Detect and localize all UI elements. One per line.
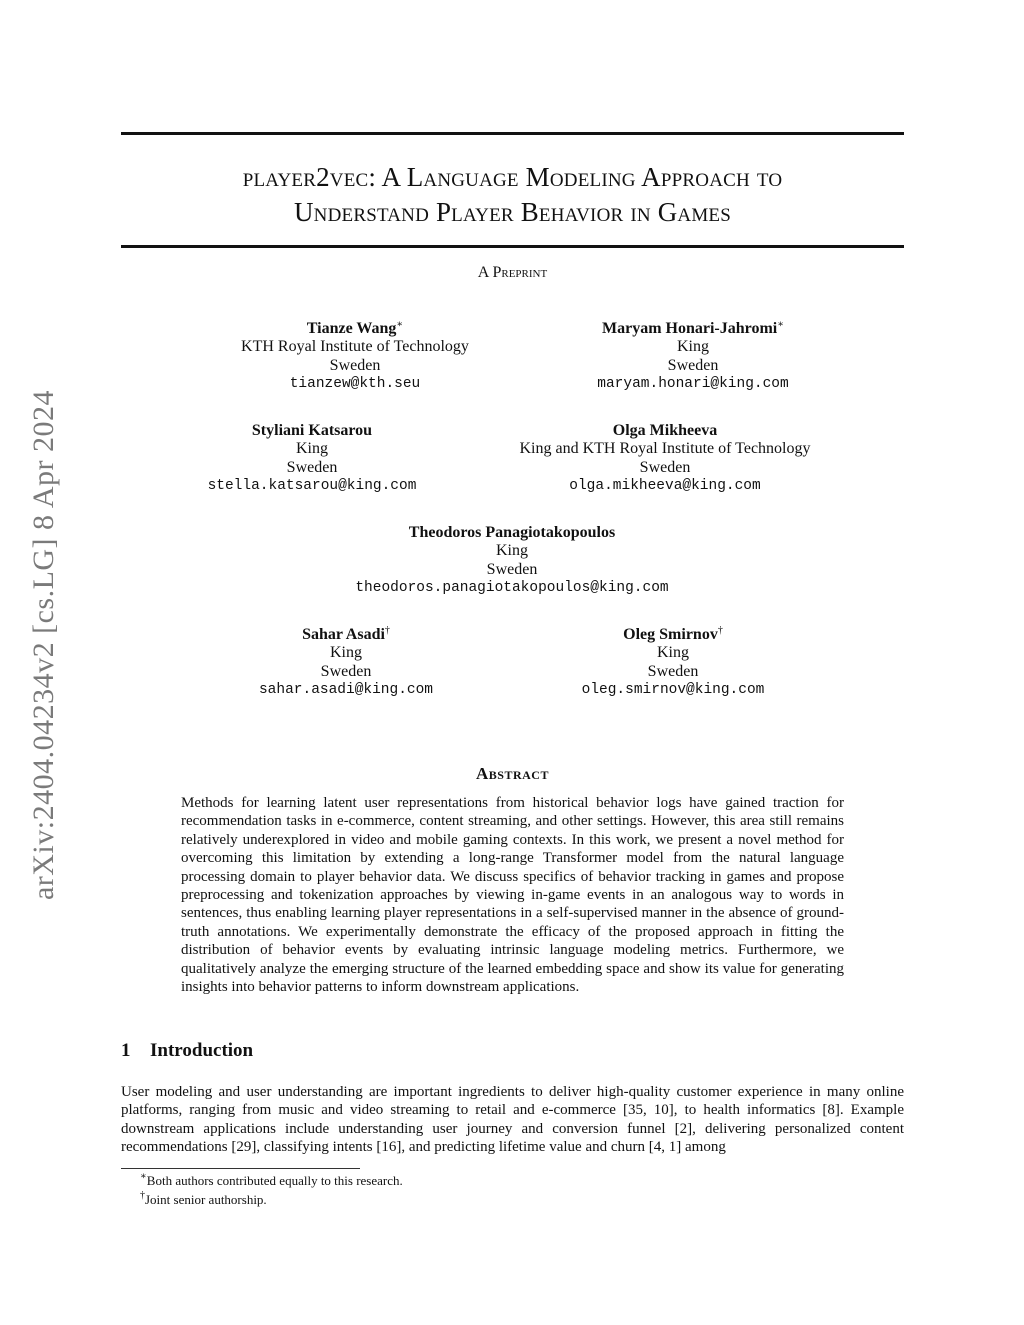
footnote	[140, 1173, 403, 1189]
paper-title	[121, 160, 904, 230]
author-affiliation: King and KTH Royal Institute of Technology	[519, 440, 811, 458]
footnote-rule	[121, 1168, 360, 1169]
abstract-text: Methods for learning latent user representations from historical behavior logs have gained traction for recommendation tasks in e-commerce, content streaming, and other settings. However, this area still remains relatively underexplored in video and mobile gaming contexts. In this work, we present a novel method for overcoming this limitation by extending a long-range Transformer model from the natural language processing domain to player behavior data. We discuss specifics of behavior tracking in games and propose preprocessing and tokenization approaches by viewing in-game events in an analogous way to words in sentences, thus enabling learning player representations in a self-supervised manner in the absence of ground-truth annotations. We experimentally demonstrate the efficacy of the proposed approach in fitting the distribution of behavior events by evaluating intrinsic language modeling metrics. Furthermore, we qualitatively analyze the emerging structure of the learned embedding space and show its value for generating insights into behavior patterns to inform downstream applications.	[181, 795, 844, 996]
footnote-mark: †	[140, 1190, 145, 1201]
author-country: Sweden	[639, 458, 691, 476]
author-mark: †	[384, 625, 390, 636]
author-country: Sweden	[647, 662, 699, 680]
author-mark: ∗	[396, 319, 404, 330]
author-email[interactable]: sahar.asadi@king.com	[258, 681, 434, 698]
author-block	[312, 524, 712, 597]
author-affiliation: King	[657, 644, 689, 662]
preprint-label: A Preprint	[477, 264, 548, 281]
author-email[interactable]: theodoros.panagiotakopoulos@king.com	[355, 579, 669, 596]
author-name: Theodoros Panagiotakopoulos	[408, 524, 616, 541]
title-line-1: player2vec: A Language Modeling Approach to	[242, 162, 783, 192]
author-name: Tianze Wang	[306, 320, 397, 337]
title-bottom-rule	[121, 245, 904, 248]
author-block	[480, 422, 850, 495]
section-title: Introduction	[150, 1040, 254, 1061]
author-mark: ∗	[777, 319, 785, 330]
author-affiliation: King	[496, 542, 528, 560]
author-email[interactable]: tianzew@kth.seu	[289, 375, 421, 392]
author-affiliation: King	[677, 338, 709, 356]
section-number: 1	[121, 1040, 131, 1061]
author-affiliation: King	[296, 440, 328, 458]
author-name: Oleg Smirnov	[623, 626, 718, 643]
author-country: Sweden	[329, 356, 381, 374]
author-name: Maryam Honari-Jahromi	[601, 320, 778, 337]
author-email[interactable]: oleg.smirnov@king.com	[581, 681, 765, 698]
author-email[interactable]: olga.mikheeva@king.com	[569, 477, 761, 494]
title-line-2: Understand Player Behavior in Games	[293, 197, 732, 227]
section-heading	[121, 1040, 253, 1062]
author-affiliation: KTH Royal Institute of Technology	[241, 338, 469, 356]
author-block	[200, 320, 510, 393]
author-country: Sweden	[320, 662, 372, 680]
author-country: Sweden	[286, 458, 338, 476]
footnote-text: Both authors contributed equally to this research.	[146, 1173, 403, 1188]
author-mark: †	[717, 625, 723, 636]
author-block	[560, 626, 786, 699]
author-email[interactable]: stella.katsarou@king.com	[207, 477, 417, 494]
author-email[interactable]: maryam.honari@king.com	[597, 375, 789, 392]
author-country: Sweden	[667, 356, 719, 374]
author-affiliation: King	[330, 644, 362, 662]
intro-paragraph: User modeling and user understanding are important ingredients to deliver high-quality customer experience in many online platforms, ranging from music and video streaming to retail and e-commerce [35, 10], to health informatics [8]. Example downstream applications include understanding user journey and conversion funnel [2], delivering personalized content recommendations [29], classifying intents [16], and predicting lifetime value and churn [4, 1] among	[121, 1084, 904, 1156]
author-block	[540, 320, 846, 393]
arxiv-identifier: arXiv:2404.04234v2 [cs.LG] 8 Apr 2024	[27, 389, 60, 901]
title-top-rule	[121, 132, 904, 135]
author-name: Olga Mikheeva	[612, 422, 718, 439]
author-block	[180, 422, 444, 495]
footnote	[140, 1192, 267, 1208]
author-name: Sahar Asadi	[302, 626, 385, 643]
author-block	[236, 626, 456, 699]
footnote-text: Joint senior authorship.	[145, 1192, 267, 1207]
author-country: Sweden	[486, 560, 538, 578]
author-name: Styliani Katsarou	[251, 422, 373, 439]
footnote-mark: ∗	[140, 1171, 147, 1182]
abstract-heading: Abstract	[476, 764, 549, 783]
